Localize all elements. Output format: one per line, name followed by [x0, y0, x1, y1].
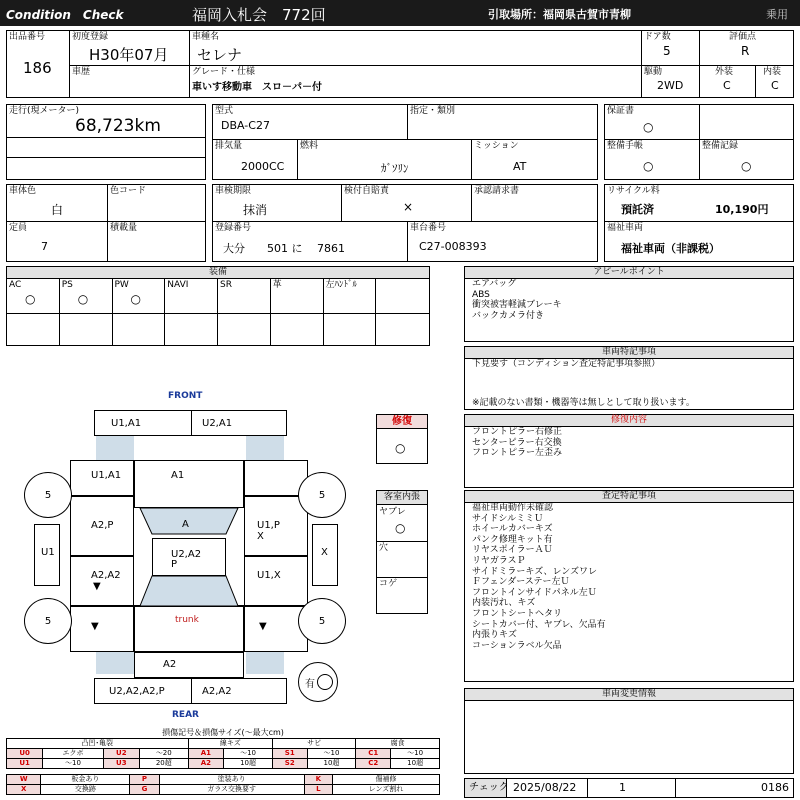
equipment-value: ○: [130, 292, 141, 306]
grade: 車いす移動車 スロ－パ－付: [192, 82, 322, 93]
legend-cell: 〜10: [307, 749, 356, 759]
color: 白: [51, 203, 64, 217]
fuel-label: 燃料: [300, 141, 319, 151]
displacement-label: 排気量: [215, 141, 243, 151]
front-bumper-right: U2,A1: [191, 410, 287, 436]
right-side-panel: X: [312, 524, 338, 586]
interior: C: [771, 79, 779, 92]
legend-cell: U3: [103, 759, 139, 769]
legend-cell: 10超: [391, 759, 440, 769]
legend-cell: C2: [356, 759, 391, 769]
recycle-fee: 10,190円: [715, 203, 769, 216]
warranty-label: 保証書: [607, 106, 635, 116]
mileage-label: 走行(現メーター): [9, 106, 80, 116]
legend-cell: S2: [272, 759, 307, 769]
equipment-label: NAVI: [167, 280, 189, 290]
color-code-label: 色コード: [110, 186, 147, 196]
legend-cell: U2: [103, 749, 139, 759]
left-side-panel: U1: [34, 524, 60, 586]
grade-label: グレード・仕様: [192, 67, 256, 77]
rear-bumper-right: A2,A2: [191, 678, 287, 704]
capacity-label: 定員: [9, 223, 28, 233]
warranty: ○: [643, 120, 654, 134]
repair-box: [464, 414, 794, 488]
record-label: 整備記録: [702, 141, 739, 151]
drive-label: 駆動: [644, 67, 663, 77]
mission-label: ミッション: [474, 141, 519, 151]
brand-title: Condition Check: [6, 8, 124, 22]
legend-cell: レンズ割れ: [332, 785, 439, 795]
rear-label: REAR: [172, 710, 199, 720]
equipment-item: [113, 279, 166, 345]
spare-tire-icon: [317, 674, 333, 690]
legend-cell: 10超: [224, 759, 273, 769]
cabin-box: 客室内張 ヤブレ ○ 穴 コゲ: [376, 490, 428, 614]
appeal-box: [464, 266, 794, 342]
first-reg: H30年07月: [89, 46, 169, 64]
legend-cell: 〜10: [224, 749, 273, 759]
header-bar: [0, 0, 800, 26]
welfare-label: 福祉車両: [607, 223, 644, 233]
front-bumper-left: U1,A1: [94, 410, 192, 436]
special-footer: ※記載のない書類・機器等は無しとして取り扱います。: [472, 398, 695, 408]
legend-cell: W: [7, 775, 41, 785]
legend-cell: A1: [188, 749, 224, 759]
manual-label: 整備手帳: [607, 141, 644, 151]
model-label: 型式: [215, 106, 234, 116]
rating: R: [741, 44, 750, 58]
equipment-item: [324, 279, 377, 345]
legend-cell: 〜10: [43, 759, 104, 769]
damage-legend: [6, 728, 440, 798]
check-label: チェック: [469, 782, 509, 793]
special-text: 下見要す（コンディション査定特記事項参照）: [472, 359, 661, 369]
recycle-label: リサイクル料: [607, 186, 660, 196]
cabin-tear-value: ○: [395, 521, 406, 535]
legend-cell: C1: [356, 749, 391, 759]
legend-cell: エクボ: [43, 749, 104, 759]
legend-title: 損傷記号＆損傷サイズ(〜最大cm): [162, 728, 284, 737]
legend-cell: 〜10: [391, 749, 440, 759]
equipment-value: ○: [77, 292, 89, 306]
exterior-label: 外装: [715, 67, 734, 77]
color-box: [6, 184, 206, 262]
spec-box: [212, 104, 598, 180]
equipment-label: 革: [272, 280, 282, 290]
welfare: 福祉車両（非課税）: [621, 242, 720, 255]
car-diagram: [6, 348, 456, 726]
pickup-location: 引取場所：福岡県古賀市青柳: [488, 8, 631, 21]
equipment-item: [7, 279, 60, 345]
change-box: [464, 688, 794, 774]
special-title: 車両特記事項: [465, 347, 793, 359]
front-fender-left: U1,A1: [70, 460, 134, 496]
load-label: 積載量: [110, 223, 138, 233]
displacement: 2000CC: [241, 160, 285, 173]
inspection-box: [212, 184, 598, 262]
equipment-label: 左ﾊﾝﾄﾞﾙ: [325, 280, 358, 290]
hood: A1: [134, 460, 244, 508]
basic-info-block: [6, 30, 794, 98]
car-name-label: 車種名: [192, 32, 220, 42]
assessment-box: [464, 490, 794, 682]
record: ○: [741, 159, 752, 173]
rear-door-left: A2,A2 ▼: [70, 556, 134, 606]
designation-label: 指定・類別: [410, 106, 456, 116]
fuel: ｶﾞｿﾘﾝ: [381, 162, 409, 175]
legend-cell: ガラス交換要す: [159, 785, 304, 795]
mission: AT: [513, 160, 527, 173]
model: DBA-C27: [221, 119, 270, 132]
legend-cell: U1: [7, 759, 43, 769]
chassis: C27-008393: [419, 240, 487, 253]
roof: U2,A2 P: [152, 538, 226, 576]
equipment-value: ○: [25, 292, 36, 306]
recycle-box: [604, 184, 794, 262]
legend-cell: L: [304, 785, 332, 795]
mileage: 68,723km: [75, 116, 161, 136]
legend-cell: A2: [188, 759, 224, 769]
legend-cell: K: [304, 775, 332, 785]
legend-cell: X: [7, 785, 41, 795]
tire-front-left: 5: [24, 472, 72, 518]
recycle-status: 預託済: [621, 203, 654, 216]
capacity: 7: [41, 240, 48, 253]
assessment-title: 査定特記事項: [465, 491, 793, 503]
inspection-label: 車検期限: [215, 186, 252, 196]
rear-bumper-left: U2,A2,A2,P: [94, 678, 192, 704]
color-label: 車体色: [9, 186, 37, 196]
legend-cell: 板金あり: [41, 775, 130, 785]
legend-cell: S1: [272, 749, 307, 759]
auction-title: 福岡入札会 772回: [192, 6, 326, 24]
manual: ○: [643, 159, 654, 173]
equipment-label: PS: [61, 280, 73, 290]
legend-cell: 20超: [139, 759, 188, 769]
front-label: FRONT: [168, 391, 203, 401]
lot-no-label: 出品番号: [9, 32, 46, 42]
appeal-text: エアバッグ ABS 衝突被害軽減ブレーキ バックカメラ付き: [472, 279, 562, 321]
reg-no: 大分 501 に 7861: [223, 242, 345, 255]
equipment-item: [218, 279, 271, 345]
equipment-box: [6, 266, 430, 346]
spare-label: 有: [305, 678, 315, 690]
check-id: 0186: [761, 781, 789, 794]
legend-table-marks: [6, 774, 440, 795]
tire-rear-left: 5: [24, 598, 72, 644]
insurance-label: 検付自賠責: [344, 186, 390, 196]
equipment-item: [271, 279, 324, 345]
tire-front-right: 5: [298, 472, 346, 518]
repair-indicator: 修復 ○: [376, 414, 428, 464]
equipment-item: [165, 279, 218, 345]
insurance: ×: [403, 200, 414, 214]
rear-fender-right: ▼: [244, 606, 308, 652]
doors: 5: [663, 44, 671, 58]
drive: 2WD: [657, 79, 684, 92]
inspection: 抹消: [243, 203, 268, 217]
repair-title: 修復内容: [465, 415, 793, 427]
front-door-right: U1,P X: [244, 496, 308, 556]
history-label: 車歴: [72, 67, 91, 77]
appeal-title: アピールポイント: [465, 267, 793, 279]
category-label: 乗用: [766, 8, 788, 21]
chassis-label: 車台番号: [410, 223, 447, 233]
car-name: セレナ: [197, 46, 243, 64]
equipment-label: SR: [220, 280, 232, 290]
assessment-text: 福祉車両動作未確認 サイドシルミミＵ ホイールカバーキズ パンク修理キット有 リヤスポイラーＡＵ リヤガラスＰ サイドミラーキズ、レンズワレ Ｆフェンダーステー左Ｕ フロントインサイドパネル左Ｕ 内装汚れ、キズ フロントシートヘタリ シートカバー付、ヤブレ、欠品有 内張りキズ コーションラベル欠品: [472, 503, 606, 651]
legend-cell: 〜20: [139, 749, 188, 759]
maintenance-box: [604, 104, 794, 180]
tire-rear-right: 5: [298, 598, 346, 644]
equipment-label: PW: [114, 280, 129, 290]
rear-panel: A2: [134, 652, 244, 678]
trunk-area: trunk: [134, 606, 244, 652]
lot-no: 186: [23, 59, 52, 77]
reg-no-label: 登録番号: [215, 223, 252, 233]
mileage-box: [6, 104, 206, 180]
exterior: C: [723, 79, 731, 92]
rating-label: 評価点: [729, 32, 757, 42]
equipment-label: AC: [9, 280, 22, 290]
change-title: 車両変更情報: [465, 689, 793, 701]
front-door-left: A2,P: [70, 496, 134, 556]
approval-label: 承認請求書: [474, 186, 520, 196]
check-date: 2025/08/22: [513, 781, 577, 794]
windshield-value: A: [182, 519, 189, 530]
equipment-item: [60, 279, 113, 345]
spare-tire: [298, 662, 338, 702]
rear-door-right: U1,X: [244, 556, 308, 606]
first-reg-label: 初度登録: [72, 32, 109, 42]
legend-cell: P: [130, 775, 159, 785]
legend-cell: 塗装あり: [159, 775, 304, 785]
check-count: 1: [619, 781, 626, 794]
repair-indicator-value: ○: [395, 441, 406, 455]
legend-cell: G: [130, 785, 159, 795]
doors-label: ドア数: [644, 32, 671, 42]
rear-fender-left: ▼: [70, 606, 134, 652]
interior-label: 内装: [763, 67, 782, 77]
legend-cell: 傷補修: [332, 775, 439, 785]
legend-table: 凸凹･亀裂 線キズ サビ 腐食 U0 エクボ U2 〜20 A1 〜10 S1 〜10 C1 〜10 U1 〜10 U3 20超 A2 10超 S2 10超 C2 10超: [6, 738, 440, 769]
equipment-title: 装備: [7, 267, 429, 279]
legend-cell: 交換跡: [41, 785, 130, 795]
legend-cell: 10超: [307, 759, 356, 769]
repair-text: フロントピラー右修正 センターピラー右交換 フロントピラー左歪み: [472, 427, 563, 459]
check-bar: [464, 778, 794, 798]
legend-cell: U0: [7, 749, 43, 759]
equipment-grid: [7, 279, 429, 345]
special-notes-box: [464, 346, 794, 410]
